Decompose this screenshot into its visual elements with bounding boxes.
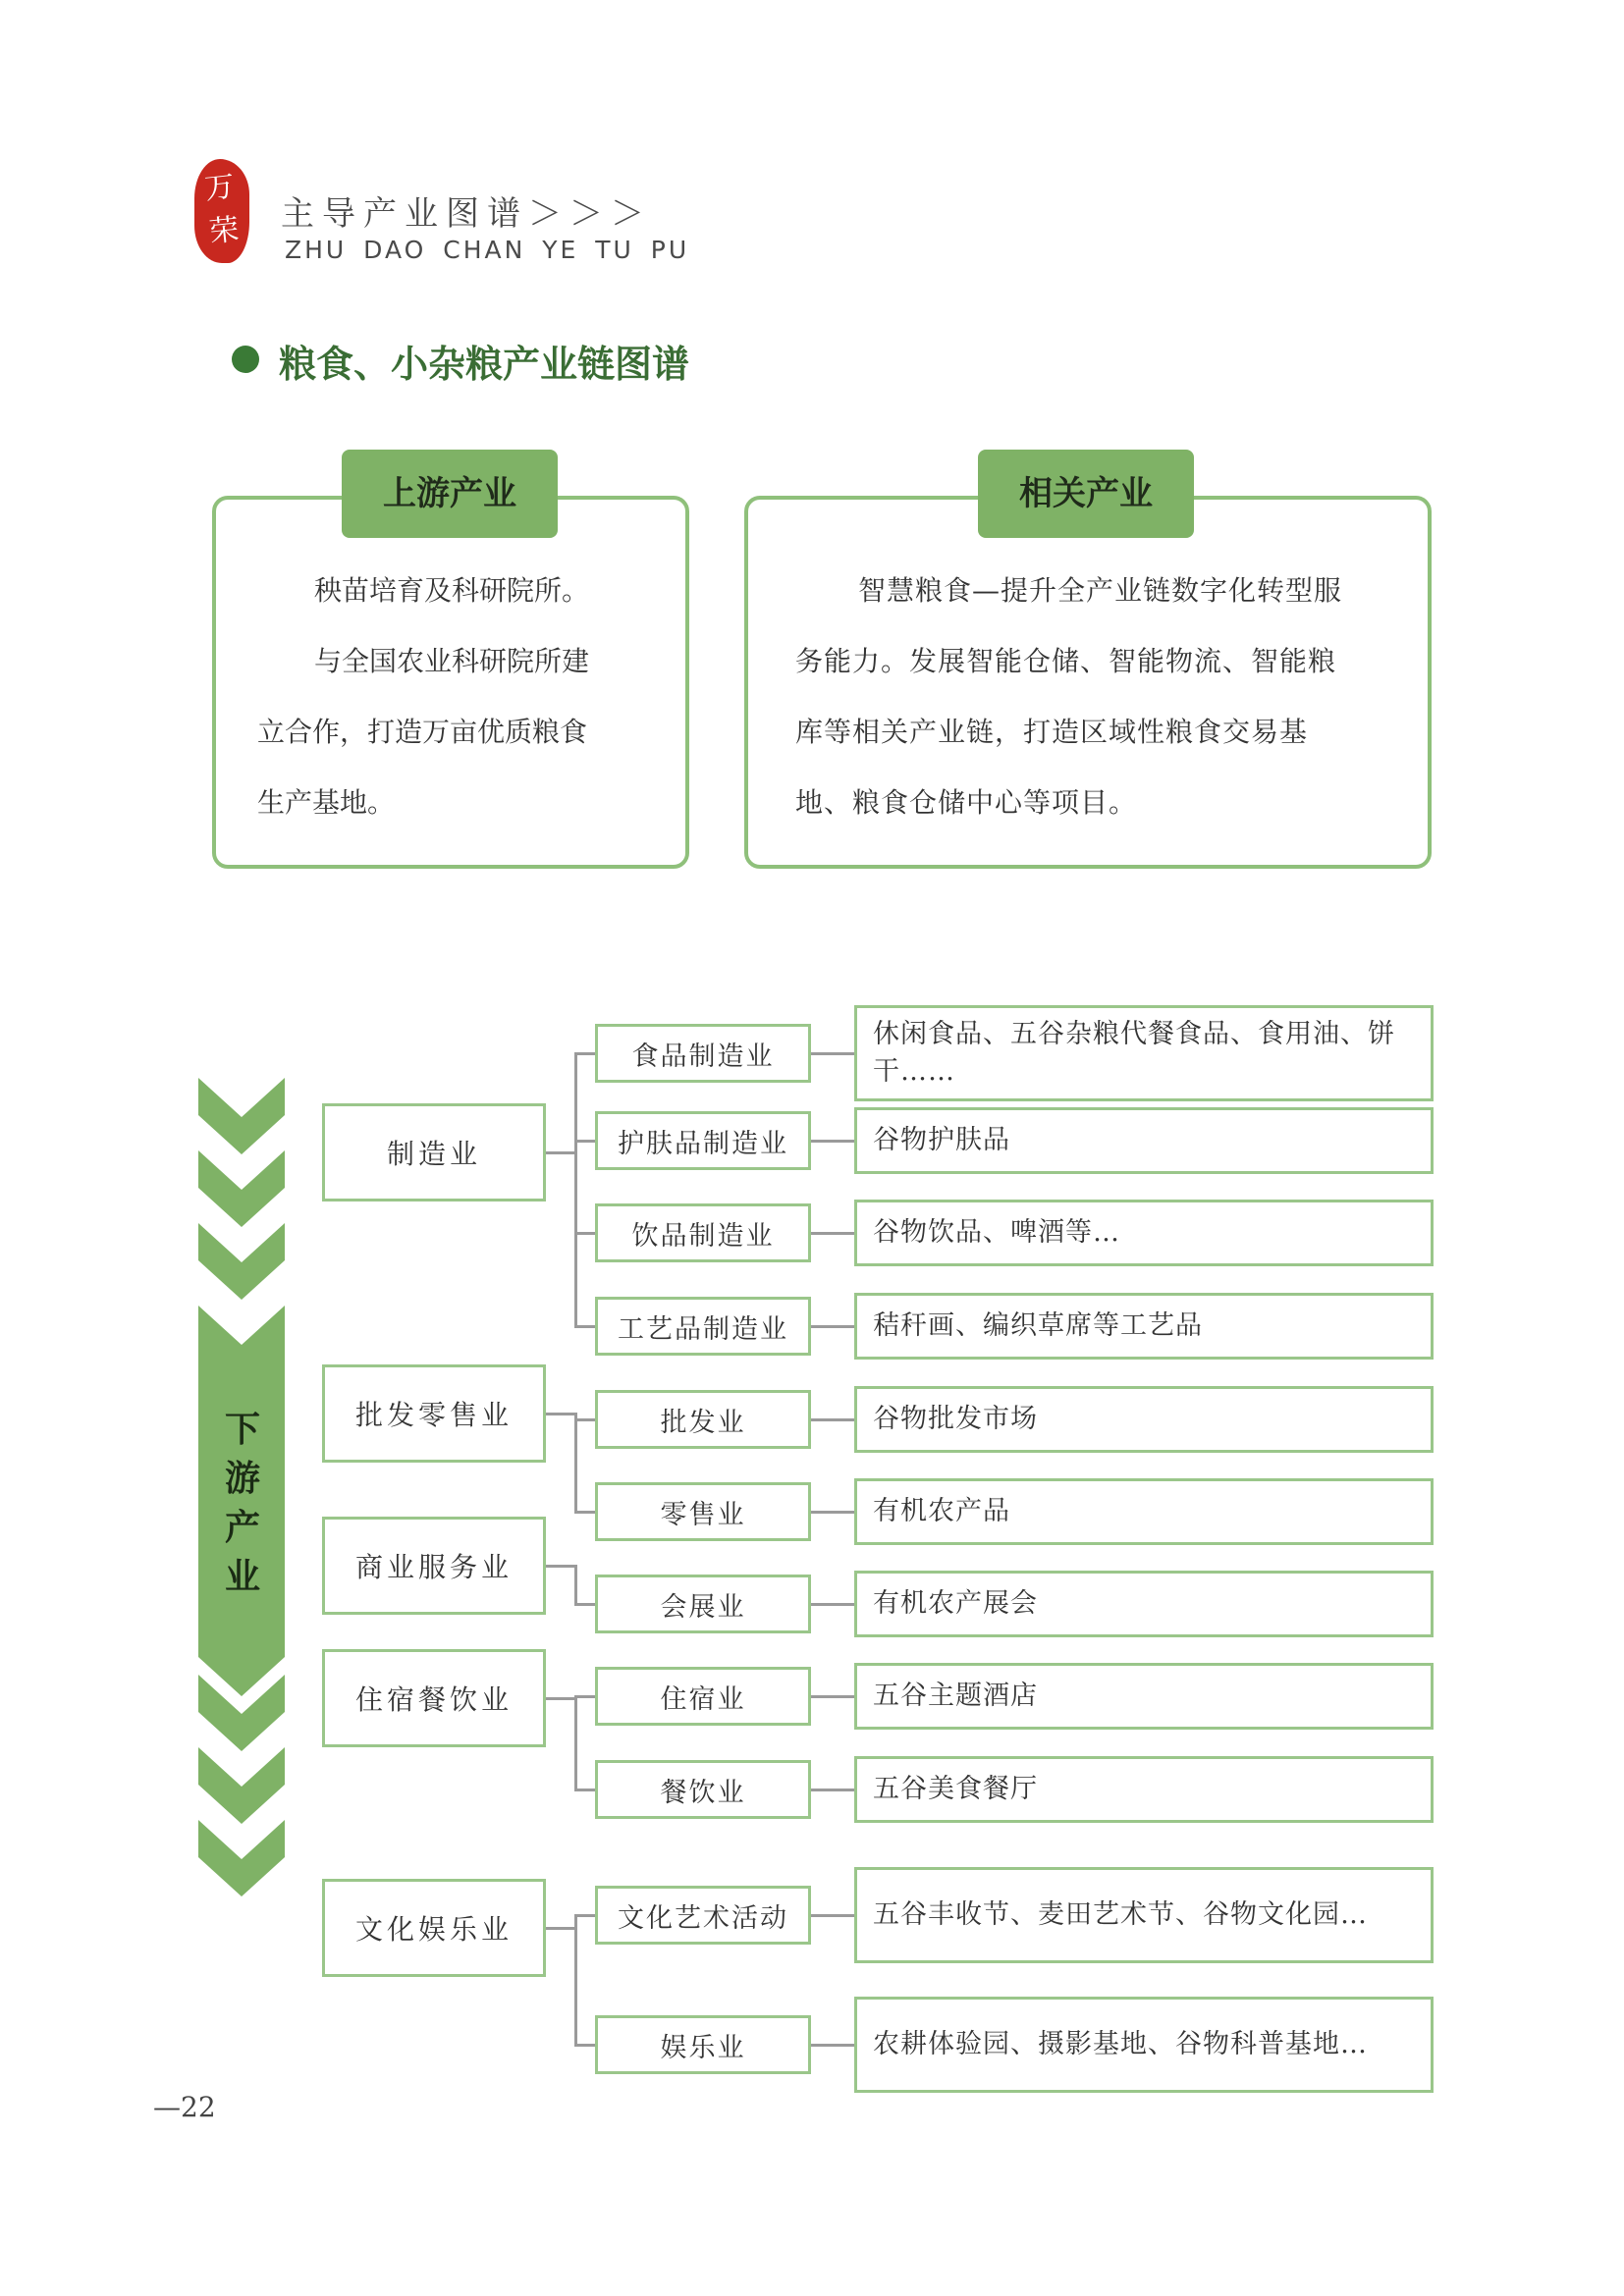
related-tag: 相关产业	[978, 450, 1194, 538]
connector-line	[575, 1052, 595, 1055]
connector-line	[546, 1697, 575, 1700]
connector-line	[546, 1927, 575, 1930]
subcategory-box: 文化艺术活动	[595, 1886, 811, 1945]
product-box: 五谷美食餐厅	[854, 1756, 1434, 1823]
connector-line	[811, 1789, 854, 1791]
connector-line	[546, 1151, 575, 1154]
connector-line	[575, 1418, 595, 1421]
downstream-label-char: 业	[224, 1557, 260, 1597]
downstream-label	[218, 1406, 267, 1602]
product-box: 秸秆画、编织草席等工艺品	[854, 1293, 1434, 1360]
connector-line	[574, 1052, 577, 1328]
category-box: 住宿餐饮业	[322, 1649, 546, 1747]
product-box: 有机农产展会	[854, 1571, 1434, 1637]
product-box: 谷物护肤品	[854, 1107, 1434, 1174]
connector-line	[811, 1511, 854, 1514]
upstream-line: 生产基地。	[257, 786, 396, 819]
product-box: 五谷主题酒店	[854, 1663, 1434, 1730]
seal-logo: 万荣	[194, 159, 249, 263]
subcategory-box: 住宿业	[595, 1667, 811, 1726]
connector-line	[574, 1914, 577, 2047]
connector-line	[575, 1511, 595, 1514]
connector-line	[811, 1603, 854, 1606]
upstream-line: 立合作，打造万亩优质粮食	[257, 716, 588, 748]
product-box: 谷物饮品、啤酒等…	[854, 1200, 1434, 1266]
category-box: 商业服务业	[322, 1517, 546, 1615]
connector-line	[811, 1695, 854, 1698]
connector-line	[811, 1418, 854, 1421]
product-box: 谷物批发市场	[854, 1386, 1434, 1453]
connector-line	[811, 2044, 854, 2047]
connector-line	[575, 1603, 595, 1606]
product-box: 五谷丰收节、麦田艺术节、谷物文化园…	[854, 1867, 1434, 1963]
downstream-label-char: 游	[224, 1459, 260, 1499]
connector-line	[575, 1695, 595, 1698]
downstream-label-char: 产	[224, 1508, 260, 1548]
bullet-dot-icon	[232, 346, 259, 373]
subcategory-box: 工艺品制造业	[595, 1297, 811, 1356]
connector-line	[574, 1413, 577, 1514]
subcategory-box: 娱乐业	[595, 2015, 811, 2074]
connector-line	[575, 1914, 595, 1917]
header-title: 主导产业图谱＞＞＞	[281, 194, 652, 234]
category-box: 制造业	[322, 1103, 546, 1201]
related-line: 智慧粮食—提升全产业链数字化转型服	[858, 574, 1343, 607]
subcategory-box: 餐饮业	[595, 1760, 811, 1819]
connector-line	[811, 1232, 854, 1235]
product-box: 农耕体验园、摄影基地、谷物科普基地…	[854, 1997, 1434, 2093]
product-box: 休闲食品、五谷杂粮代餐食品、食用油、饼干……	[854, 1005, 1434, 1101]
connector-line	[575, 2044, 595, 2047]
upstream-line: 秧苗培育及科研院所。	[314, 574, 590, 607]
upstream-line: 与全国农业科研院所建	[314, 645, 590, 677]
connector-line	[546, 1413, 575, 1415]
connector-line	[546, 1565, 575, 1568]
connector-line	[575, 1325, 595, 1328]
related-text	[795, 556, 1404, 838]
subcategory-box: 会展业	[595, 1575, 811, 1633]
related-line: 地、粮食仓储中心等项目。	[795, 786, 1138, 819]
connector-line	[575, 1140, 595, 1143]
connector-line	[574, 1565, 577, 1606]
product-box: 有机农产品	[854, 1478, 1434, 1545]
header-subtitle: ZHU DAO CHAN YE TU PU	[285, 236, 690, 264]
category-box: 文化娱乐业	[322, 1879, 546, 1977]
upstream-tag: 上游产业	[342, 450, 558, 538]
subcategory-box: 护肤品制造业	[595, 1111, 811, 1170]
upstream-text	[257, 556, 670, 838]
subcategory-box: 食品制造业	[595, 1024, 811, 1083]
connector-line	[575, 1789, 595, 1791]
connector-line	[811, 1052, 854, 1055]
subcategory-box: 零售业	[595, 1482, 811, 1541]
connector-line	[811, 1914, 854, 1917]
related-line: 务能力。发展智能仓储、智能物流、智能粮	[795, 645, 1337, 677]
category-box: 批发零售业	[322, 1364, 546, 1463]
connector-line	[811, 1325, 854, 1328]
downstream-label-char: 下	[224, 1410, 260, 1450]
connector-line	[575, 1232, 595, 1235]
page-number: —22	[153, 2091, 216, 2123]
connector-line	[574, 1695, 577, 1791]
connector-line	[811, 1140, 854, 1143]
section-title: 粮食、小杂粮产业链图谱	[279, 343, 690, 386]
subcategory-box: 批发业	[595, 1390, 811, 1449]
related-line: 库等相关产业链，打造区域性粮食交易基	[795, 716, 1309, 748]
subcategory-box: 饮品制造业	[595, 1203, 811, 1262]
